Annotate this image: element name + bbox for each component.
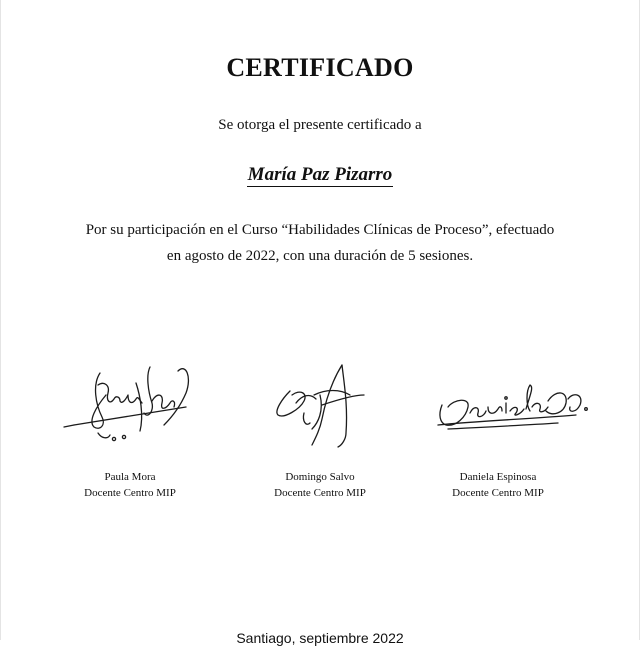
signatory-name: Daniela Espinosa (459, 471, 537, 483)
page-edge-left (0, 0, 1, 640)
place-date: Santiago, septiembre 2022 (236, 630, 404, 646)
signature-daniela-espinosa (408, 355, 588, 455)
signatory-role: Docente Centro MIP (274, 487, 366, 499)
signatory-role: Docente Centro MIP (84, 487, 176, 499)
signatory-2 (230, 469, 410, 501)
certificate-title: CERTIFICADO (226, 53, 414, 82)
signatory-1 (40, 469, 220, 501)
body-line-1: Por su participación en el Curso “Habilidades Clínicas de Proceso”, efectuado (85, 222, 555, 238)
signatory-name: Paula Mora (104, 471, 156, 483)
body-line-2: en agosto de 2022, con una duración de 5 sesiones. (166, 248, 474, 264)
signature-paula-mora (40, 355, 220, 455)
signatory-3 (408, 469, 588, 501)
signatory-name: Domingo Salvo (285, 471, 355, 483)
recipient-name: María Paz Pizarro (247, 164, 393, 185)
recipient-block (0, 164, 640, 186)
signature-domingo-salvo (230, 355, 410, 455)
certificate-intro: Se otorga el presente certificado a (218, 117, 422, 133)
signatory-role: Docente Centro MIP (452, 487, 544, 499)
certificate-body (60, 217, 580, 269)
